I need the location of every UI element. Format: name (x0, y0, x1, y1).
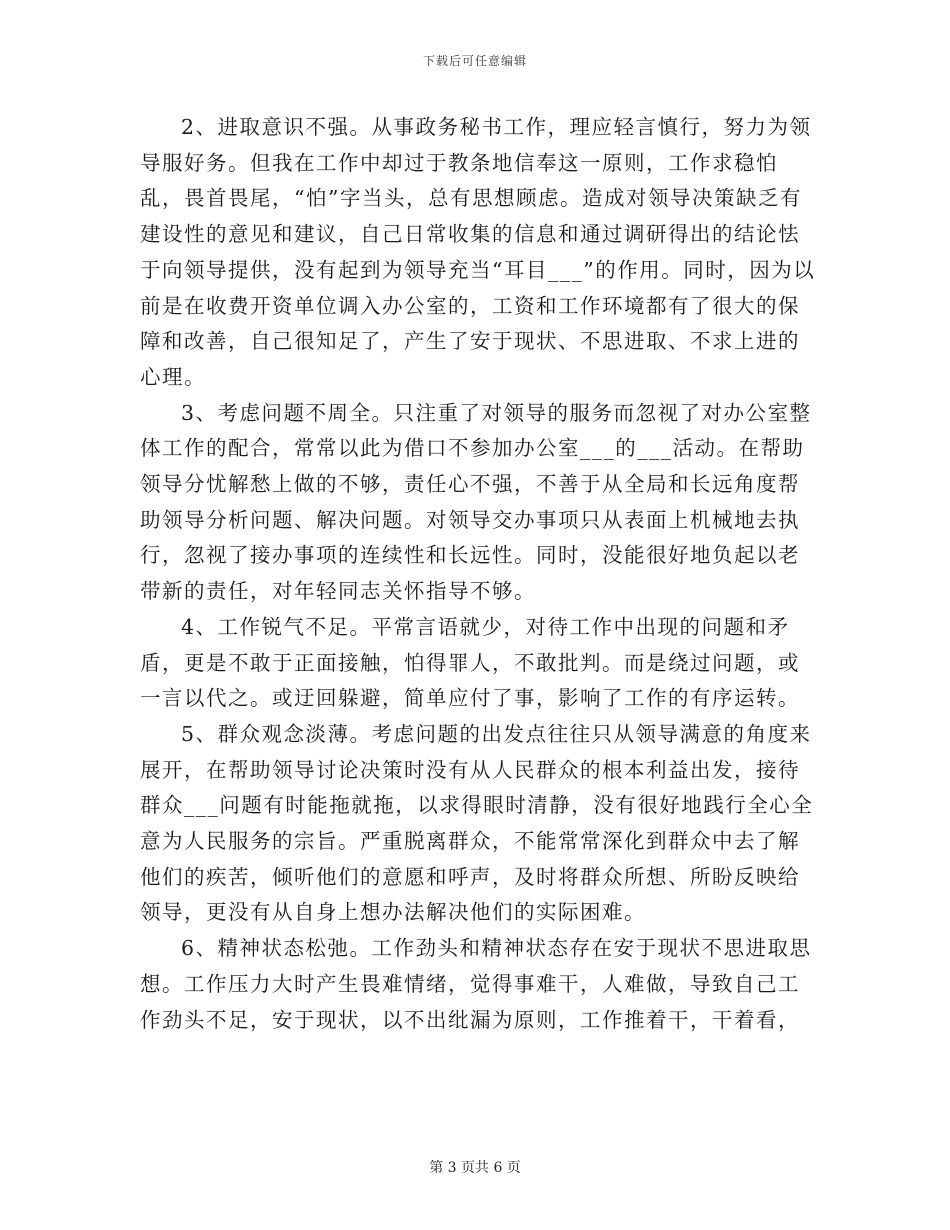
document-body (140, 110, 820, 1038)
paragraph-4: 4、工作锐气不足。平常言语就少，对待工作中出现的问题和矛盾，更是不敢于正面接触，怕得罪人，不敢批判。而是绕过问题，或一言以代之。或迂回躲避，简单应付了事，影响了工作的有序运转。 (140, 614, 800, 711)
page-header: 下载后可任意编辑 (422, 54, 527, 68)
paragraph-6: 6、精神状态松弛。工作劲头和精神状态存在安于现状不思进取思想。工作压力大时产生畏难情绪，觉得事难干，人难做，导致自己工作劲头不足，安于现状，以不出纰漏为原则，工作推着干，干着看， (140, 936, 812, 1032)
paragraph-3: 3、考虑问题不周全。只注重了对领导的服务而忽视了对办公室整体工作的配合，常常以此为借口不参加办公室___的___活动。在帮助领导分忧解愁上做的不够，责任心不强，不善于从全局和长远角度帮助领导分析问题、解决问题。对领导交办事项只从表面上机械地去执行，忽视了接办事项的连续性和长远性。同时，没能很好地负起以老带新的责任，对年轻同志关怀指导不够。 (140, 400, 812, 604)
paragraph-2: 2、进取意识不强。从事政务秘书工作，理应轻言慎行，努力为领导服好务。但我在工作中却过于教条地信奉这一原则，工作求稳怕乱，畏首畏尾，“怕”字当头，总有思想顾虑。造成对领导决策缺乏有建设性的意见和建议，自己日常收集的信息和通过调研得出的结论怯于向领导提供，没有起到为领导充当“耳目___”的作用。同时，因为以前是在收费开资单位调入办公室的，工资和工作环境都有了很大的保障和改善，自己很知足了，产生了安于现状、不思进取、不求上进的心理。 (140, 115, 816, 389)
paragraph-5: 5、群众观念淡薄。考虑问题的出发点往往只从领导满意的角度来展开，在帮助领导讨论决策时没有从人民群众的根本利益出发，接待群众___问题有时能拖就拖，以求得眼时清静，没有很好地践行全心全意为人民服务的宗旨。严重脱离群众，不能常常深化到群众中去了解他们的疾苦，倾听他们的意愿和呼声，及时将群众所想、所盼反映给领导，更没有从自身上想办法解决他们的实际困难。 (140, 721, 814, 925)
page-number-footer: 第 3 页共 6 页 (429, 1160, 521, 1176)
